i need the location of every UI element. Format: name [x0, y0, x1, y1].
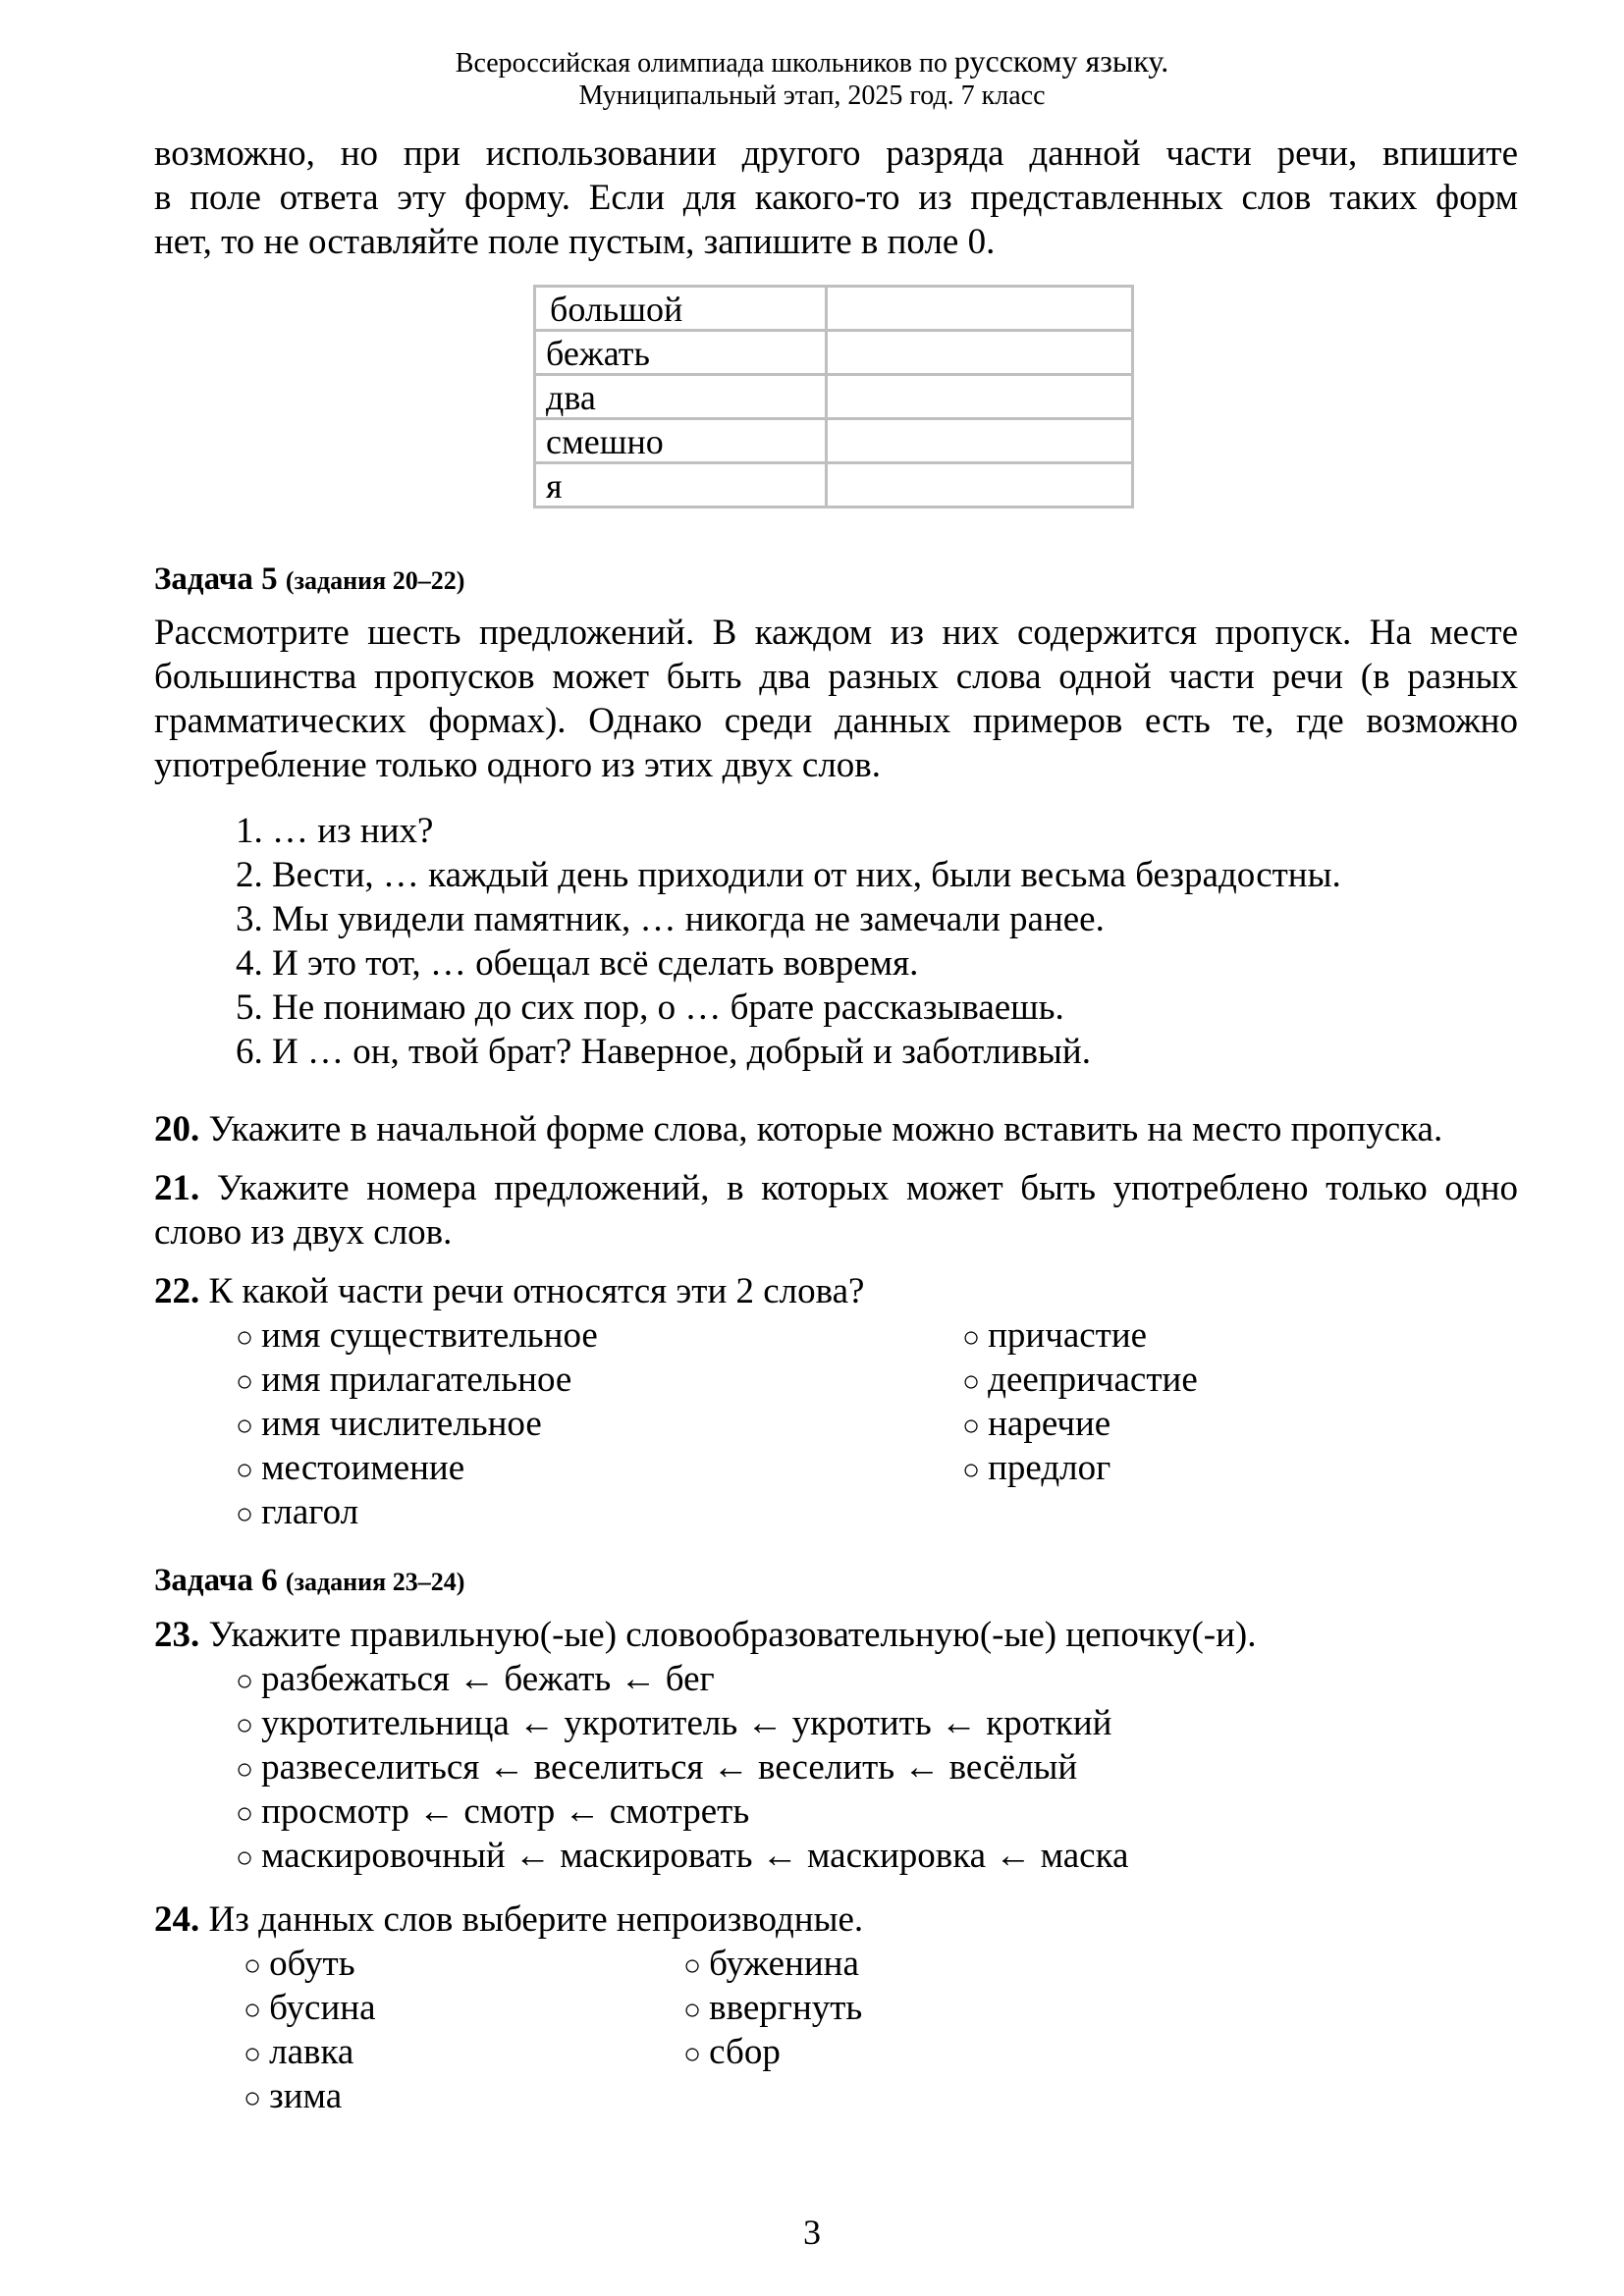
radio-option[interactable]: ○ укротительница ← укротитель ← укротить ← кроткий — [236, 1703, 1112, 1743]
radio-option[interactable]: ○ наречие — [962, 1404, 1111, 1444]
radio-option[interactable]: ○ маскировочный ← маскировать ← маскировка ← маска — [236, 1836, 1129, 1876]
table-row — [535, 287, 1133, 331]
page-number: 3 — [803, 2213, 821, 2252]
word-cell: я — [535, 463, 827, 507]
radio-icon[interactable]: ○ — [962, 1365, 981, 1398]
answer-field[interactable] — [826, 419, 1132, 463]
radio-option[interactable]: ○ обуть — [244, 1944, 355, 1984]
q22-options-left — [236, 1313, 598, 1534]
radio-icon[interactable]: ○ — [962, 1454, 981, 1486]
answer-table — [533, 285, 1134, 508]
radio-option[interactable]: ○ предлог — [962, 1448, 1111, 1488]
header-line-1: Всероссийская олимпиада школьников по русскому языку. — [455, 43, 1169, 79]
radio-option[interactable]: ○ зима — [244, 2076, 343, 2116]
radio-icon[interactable]: ○ — [236, 1454, 254, 1486]
radio-icon[interactable]: ○ — [236, 1842, 254, 1874]
radio-option[interactable]: ○ местоимение — [236, 1448, 465, 1488]
page-header — [0, 45, 1624, 112]
word-cell: два — [535, 375, 827, 419]
list-item: 4. И это тот, … обещал всё сделать вовремя. — [236, 943, 919, 984]
answer-field[interactable] — [826, 375, 1132, 419]
word-cell: смешно — [535, 419, 827, 463]
list-item: 2. Вести, … каждый день приходили от них, были весьма безрадостны. — [236, 855, 1341, 895]
radio-icon[interactable]: ○ — [962, 1410, 981, 1442]
radio-icon[interactable]: ○ — [683, 1949, 702, 1982]
question-20: 20. Укажите в начальной форме слова, которые можно вставить на место пропуска. — [154, 1109, 1443, 1149]
task5-description: Рассмотрите шесть предложений. В каждом из них содержится пропуск. На месте большинства пропусков может быть два разных слова одной части речи (в разных грамматических формах). Однако среди данных примеров есть те, где возможно употребление только одного из этих двух слов. — [154, 613, 1518, 785]
radio-option[interactable]: ○ развеселиться ← веселиться ← веселить ← весёлый — [236, 1747, 1078, 1788]
q24-options-right — [683, 1942, 862, 2074]
list-item: 1. … из них? — [236, 811, 434, 851]
radio-option[interactable]: ○ бусина — [244, 1988, 376, 2028]
radio-option[interactable]: ○ имя существительное — [236, 1315, 598, 1356]
radio-option[interactable]: ○ причастие — [962, 1315, 1148, 1356]
table-row — [535, 419, 1133, 463]
radio-icon[interactable]: ○ — [683, 2038, 702, 2070]
radio-icon[interactable]: ○ — [962, 1321, 981, 1354]
question-23: 23. Укажите правильную(-ые) словообразовательную(-ые) цепочку(-и). — [154, 1615, 1257, 1655]
radio-option[interactable]: ○ глагол — [236, 1492, 359, 1532]
q22-options-right — [962, 1313, 1198, 1490]
table-row — [535, 331, 1133, 375]
radio-icon[interactable]: ○ — [244, 1994, 262, 2026]
radio-icon[interactable]: ○ — [236, 1753, 254, 1786]
radio-icon[interactable]: ○ — [236, 1410, 254, 1442]
radio-icon[interactable]: ○ — [236, 1498, 254, 1530]
radio-option[interactable]: ○ имя прилагательное — [236, 1360, 572, 1400]
radio-icon[interactable]: ○ — [683, 1994, 702, 2026]
radio-icon[interactable]: ○ — [244, 2038, 262, 2070]
answer-field[interactable] — [826, 463, 1132, 507]
intro-paragraph: возможно, но при использовании другого разряда данной части речи, впишите в поле ответа эту форму. Если для какого-то из представленных слов таких форм нет, то не оставляйте поле пустым, запишите в поле 0. — [154, 133, 1518, 262]
q24-options-left — [244, 1942, 376, 2118]
table-row — [535, 375, 1133, 419]
task5-heading: Задача 5 (задания 20–22) — [154, 561, 465, 597]
list-item: 3. Мы увидели памятник, … никогда не замечали ранее. — [236, 899, 1105, 939]
question-22: 22. К какой части речи относятся эти 2 слова? — [154, 1271, 865, 1311]
list-item: 6. И … он, твой брат? Наверное, добрый и заботливый. — [236, 1032, 1091, 1072]
radio-option[interactable]: ○ просмотр ← смотр ← смотреть — [236, 1791, 750, 1832]
radio-option[interactable]: ○ буженина — [683, 1944, 859, 1984]
radio-option[interactable]: ○ имя числительное — [236, 1404, 542, 1444]
radio-icon[interactable]: ○ — [236, 1665, 254, 1697]
answer-field[interactable] — [826, 331, 1132, 375]
radio-icon[interactable]: ○ — [244, 2082, 262, 2114]
q23-options — [236, 1657, 1128, 1878]
question-24: 24. Из данных слов выберите непроизводные. — [154, 1899, 864, 1940]
word-cell: большой — [535, 287, 827, 331]
task6-heading: Задача 6 (задания 23–24) — [154, 1563, 465, 1598]
radio-option[interactable]: ○ сбор — [683, 2032, 781, 2072]
radio-icon[interactable]: ○ — [236, 1709, 254, 1741]
radio-icon[interactable]: ○ — [236, 1365, 254, 1398]
radio-option[interactable]: ○ ввергнуть — [683, 1988, 863, 2028]
sentences-list — [236, 809, 1341, 1074]
radio-option[interactable]: ○ лавка — [244, 2032, 354, 2072]
word-cell: бежать — [535, 331, 827, 375]
answer-field[interactable] — [826, 287, 1132, 331]
list-item: 5. Не понимаю до сих пор, о … брате рассказываешь. — [236, 988, 1064, 1028]
header-line-2: Муниципальный этап, 2025 год. 7 класс — [578, 80, 1046, 111]
table-row — [535, 463, 1133, 507]
question-21: 21. Укажите номера предложений, в которых может быть употреблено только одно слово из двух слов. — [154, 1168, 1518, 1253]
radio-option[interactable]: ○ деепричастие — [962, 1360, 1198, 1400]
radio-icon[interactable]: ○ — [236, 1321, 254, 1354]
radio-icon[interactable]: ○ — [236, 1797, 254, 1830]
radio-icon[interactable]: ○ — [244, 1949, 262, 1982]
radio-option[interactable]: ○ разбежаться ← бежать ← бег — [236, 1659, 715, 1699]
